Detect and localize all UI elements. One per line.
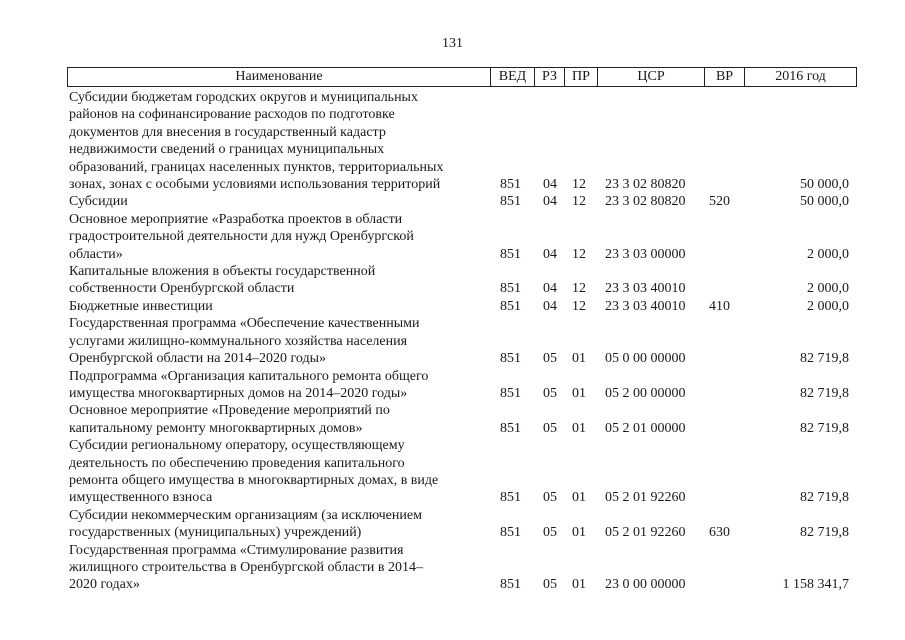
row-pr: 12 (572, 194, 586, 210)
table-row (0, 89, 905, 193)
row-rz: 05 (543, 525, 557, 541)
row-vr: 630 (709, 525, 730, 541)
row-pr: 12 (572, 298, 586, 314)
table-row (0, 402, 905, 437)
row-amount: 2 000,0 (807, 246, 849, 262)
row-pr: 01 (572, 525, 586, 541)
row-name: Государственная программа «Обеспечение качественными услугами жилищно-коммунального хозяйства населения Оренбургской области на 2014–2020 годы» (69, 316, 420, 367)
row-rz: 04 (543, 246, 557, 262)
row-pr: 12 (572, 177, 586, 193)
row-name: Субсидии региональному оператору, осуществляющему деятельность по обеспечению проведения капитального ремонта общего имущества в многоквартирных домах, в виде имущественного взноса (69, 438, 439, 506)
row-name: Капитальные вложения в объекты государственной собственности Оренбургской области (69, 264, 376, 297)
row-ved: 851 (500, 525, 521, 541)
row-amount: 82 719,8 (800, 490, 849, 506)
row-amount: 82 719,8 (800, 351, 849, 367)
page-number: 131 (442, 36, 463, 51)
table-row (0, 298, 905, 315)
row-pr: 01 (572, 385, 586, 401)
row-amount: 1 158 341,7 (782, 577, 849, 593)
row-csr: 05 2 00 00000 (605, 385, 686, 401)
row-csr: 23 3 02 80820 (605, 194, 686, 210)
row-rz: 05 (543, 385, 557, 401)
row-name: Субсидии бюджетам городских округов и муниципальных районов на софинансирование расходов по подготовке документов для внесения в государственный кадастр недвижимости сведений о границах муниципальных образований, границах населенных пунктов, территориальных зонах, зонах с особыми условиями использования территорий (69, 90, 444, 193)
row-rz: 05 (543, 490, 557, 506)
table-row (0, 507, 905, 542)
table-body (0, 89, 905, 594)
row-vr: 520 (709, 194, 730, 210)
row-amount: 82 719,8 (800, 420, 849, 436)
table-row (0, 368, 905, 403)
header-vr: ВР (704, 68, 744, 86)
row-vr: 410 (709, 298, 730, 314)
row-rz: 04 (543, 281, 557, 297)
row-ved: 851 (500, 281, 521, 297)
row-name: Основное мероприятие «Проведение мероприятий по капитальному ремонту многоквартирных домов» (69, 403, 390, 436)
row-pr: 12 (572, 281, 586, 297)
row-name: Бюджетные инвестиции (69, 298, 213, 314)
row-ved: 851 (500, 177, 521, 193)
table-row (0, 193, 905, 210)
table-row (0, 315, 905, 367)
row-pr: 01 (572, 490, 586, 506)
row-csr: 05 2 01 92260 (605, 525, 686, 541)
row-amount: 2 000,0 (807, 281, 849, 297)
row-csr: 05 2 01 00000 (605, 420, 686, 436)
row-rz: 04 (543, 177, 557, 193)
row-ved: 851 (500, 385, 521, 401)
header-rz: РЗ (534, 68, 564, 86)
row-amount: 50 000,0 (800, 177, 849, 193)
row-pr: 01 (572, 351, 586, 367)
row-csr: 05 0 00 00000 (605, 351, 686, 367)
row-ved: 851 (500, 577, 521, 593)
row-pr: 01 (572, 577, 586, 593)
table-row (0, 263, 905, 298)
row-amount: 50 000,0 (800, 194, 849, 210)
row-ved: 851 (500, 298, 521, 314)
row-ved: 851 (500, 490, 521, 506)
table-row (0, 542, 905, 594)
row-name: Государственная программа «Стимулирование развития жилищного строительства в Оренбургской области в 2014– 2020 годах» (69, 542, 423, 593)
row-ved: 851 (500, 194, 521, 210)
row-csr: 23 3 03 00000 (605, 246, 686, 262)
row-ved: 851 (500, 420, 521, 436)
header-pr: ПР (564, 68, 597, 86)
row-csr: 23 3 03 40010 (605, 298, 686, 314)
row-rz: 04 (543, 298, 557, 314)
row-amount: 82 719,8 (800, 525, 849, 541)
row-rz: 05 (543, 351, 557, 367)
header-name: Наименование (235, 69, 323, 84)
row-csr: 23 3 03 40010 (605, 281, 686, 297)
row-rz: 05 (543, 420, 557, 436)
row-csr: 05 2 01 92260 (605, 490, 686, 506)
row-pr: 12 (572, 246, 586, 262)
row-amount: 82 719,8 (800, 385, 849, 401)
header-csr: ЦСР (597, 68, 704, 86)
row-ved: 851 (500, 351, 521, 367)
row-pr: 01 (572, 420, 586, 436)
table-row (0, 211, 905, 263)
row-ved: 851 (500, 246, 521, 262)
row-name: Подпрограмма «Организация капитального ремонта общего имущества многоквартирных домов на 2014–2020 годы» (69, 368, 429, 401)
row-amount: 2 000,0 (807, 298, 849, 314)
row-name: Основное мероприятие «Разработка проектов в области градостроительной деятельности для нужд Оренбургской области» (69, 211, 414, 262)
table-row (0, 437, 905, 507)
row-csr: 23 0 00 00000 (605, 577, 686, 593)
row-rz: 05 (543, 577, 557, 593)
row-rz: 04 (543, 194, 557, 210)
row-name: Субсидии некоммерческим организациям (за исключением государственных (муниципальных) учреждений) (69, 507, 422, 541)
row-name: Субсидии (69, 194, 128, 210)
header-year: 2016 год (744, 68, 856, 86)
table-header (67, 67, 857, 87)
header-ved: ВЕД (490, 68, 534, 86)
row-csr: 23 3 02 80820 (605, 177, 686, 193)
